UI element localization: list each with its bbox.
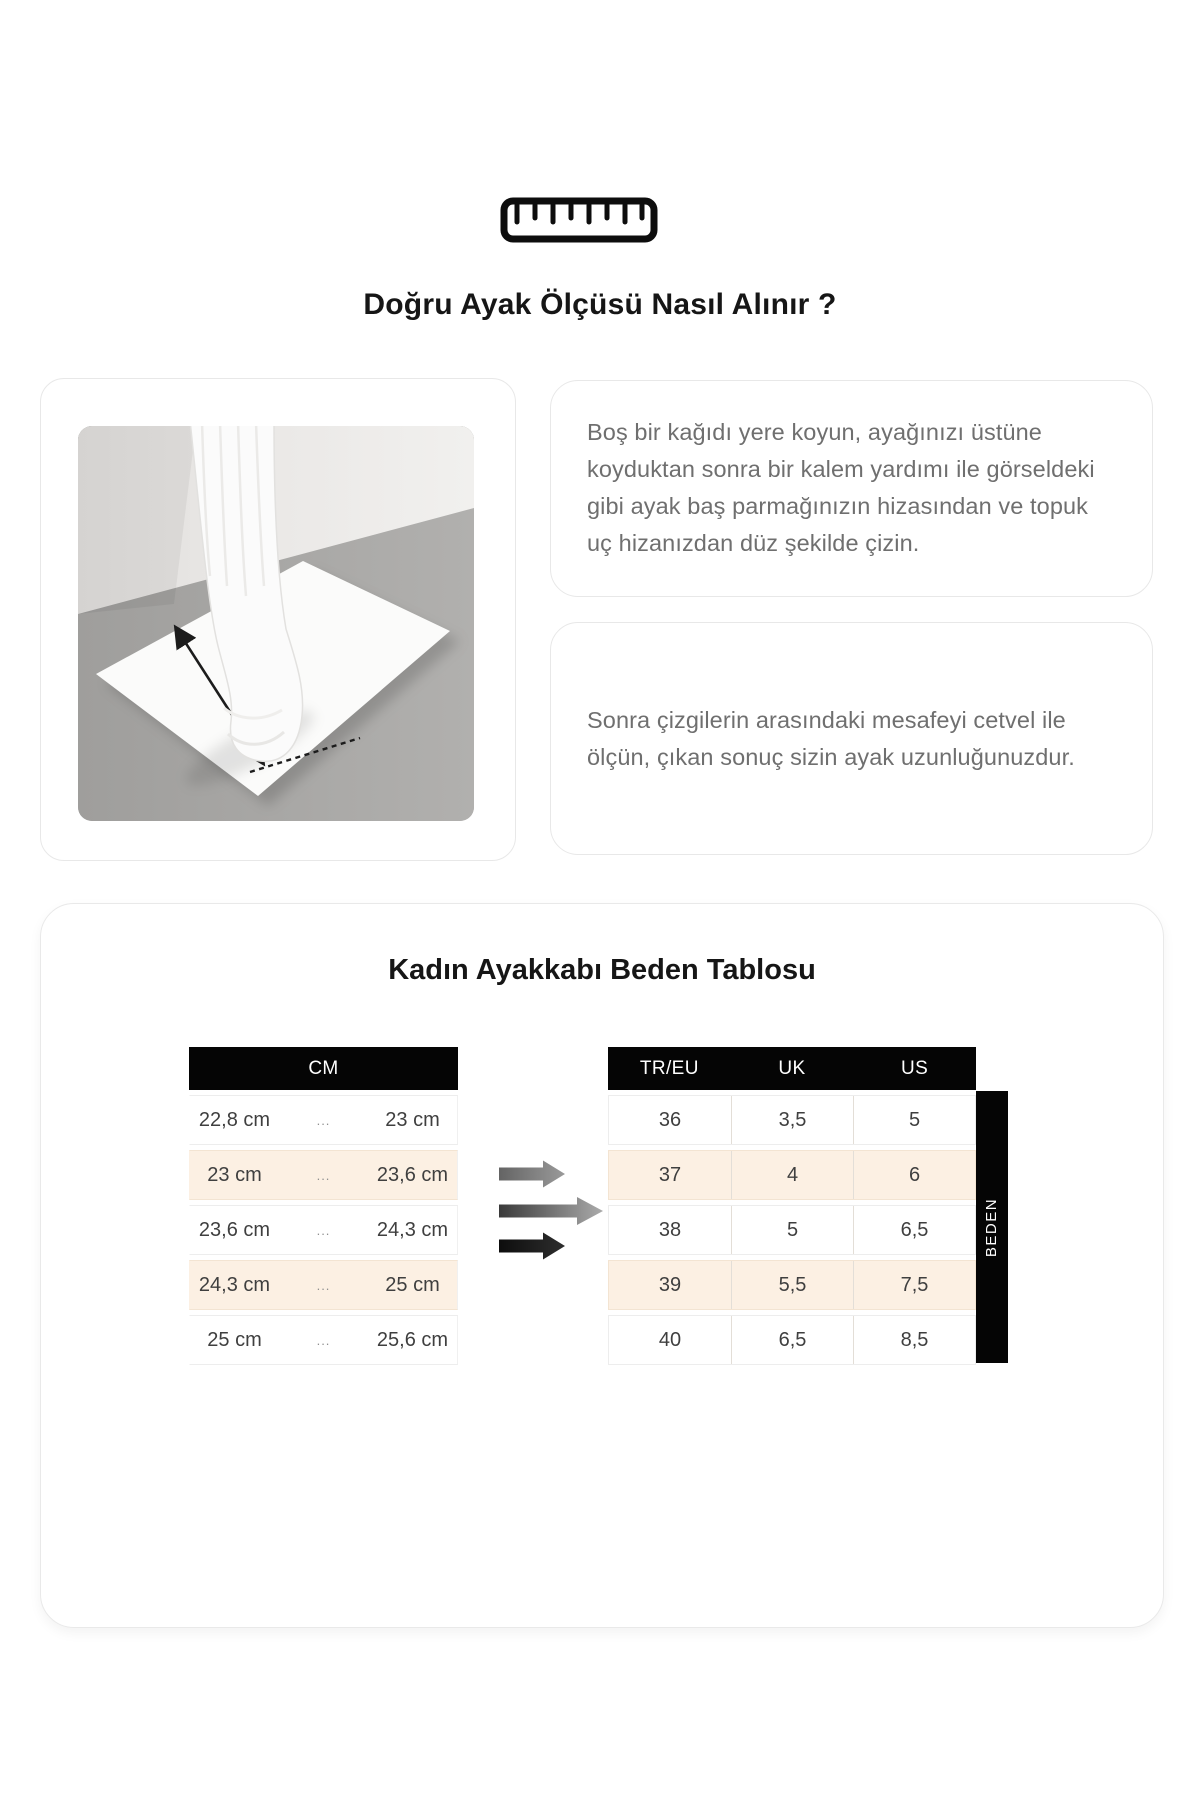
range-dots: ... (316, 1222, 331, 1238)
cm-table-header: CM (189, 1047, 458, 1090)
beden-label-text: BEDEN (983, 1197, 1001, 1257)
col-header-uk: UK (778, 1057, 806, 1079)
conversion-table-row (608, 1260, 976, 1310)
cm-to: 25 cm (385, 1273, 440, 1296)
page-title: Doğru Ayak Ölçüsü Nasıl Alınır ? (363, 288, 837, 321)
size-tr-eu: 36 (658, 1108, 682, 1131)
size-uk: 4 (731, 1151, 853, 1199)
size-tr-eu: 37 (658, 1163, 682, 1186)
size-tr-eu: 38 (658, 1218, 682, 1241)
size-uk: 5,5 (731, 1261, 853, 1309)
size-table-title: Kadın Ayakkabı Beden Tablosu (388, 954, 816, 986)
cm-to: 25,6 cm (376, 1328, 449, 1351)
cm-table (189, 1047, 458, 1365)
size-uk: 3,5 (731, 1096, 853, 1144)
instruction-step1-card (550, 380, 1153, 597)
cm-table-row (189, 1150, 458, 1200)
foot-measure-photo-card (40, 378, 516, 861)
cm-table-row (189, 1315, 458, 1365)
cm-from: 23 cm (207, 1163, 262, 1186)
col-header-tr-eu: TR/EU (639, 1057, 699, 1079)
cm-to: 24,3 cm (376, 1218, 449, 1241)
conversion-table-row (608, 1150, 976, 1200)
ruler-icon (500, 197, 658, 243)
cm-to: 23,6 cm (376, 1163, 449, 1186)
cm-from: 24,3 cm (198, 1273, 271, 1296)
size-us: 5 (853, 1096, 975, 1144)
beden-side-label (976, 1091, 1008, 1363)
size-us: 7,5 (853, 1261, 975, 1309)
foot-on-paper-photo (78, 426, 474, 821)
cm-from: 23,6 cm (198, 1218, 271, 1241)
cm-table-row (189, 1095, 458, 1145)
range-dots: ... (316, 1277, 331, 1293)
cm-table-row (189, 1205, 458, 1255)
size-uk: 5 (731, 1206, 853, 1254)
instruction-step2-text: Sonra çizgilerin arasındaki mesafeyi cetvel ile ölçün, çıkan sonuç sizin ayak uzunluğunuzdur. (587, 706, 1075, 770)
conversion-table-row (608, 1095, 976, 1145)
range-dots: ... (316, 1167, 331, 1183)
size-tr-eu: 40 (658, 1328, 682, 1351)
cm-to: 23 cm (385, 1108, 440, 1131)
size-table-card (40, 903, 1164, 1628)
cm-from: 22,8 cm (198, 1108, 271, 1131)
size-us: 6 (853, 1151, 975, 1199)
instruction-step2-card (550, 622, 1153, 855)
conversion-table-row (608, 1315, 976, 1365)
transfer-arrows-icon (491, 1151, 606, 1266)
size-uk: 6,5 (731, 1316, 853, 1364)
conversion-table-header (608, 1047, 976, 1090)
cm-table-row (189, 1260, 458, 1310)
size-us: 6,5 (853, 1206, 975, 1254)
size-us: 8,5 (853, 1316, 975, 1364)
instruction-step1-text: Boş bir kağıdı yere koyun, ayağınızı üstüne koyduktan sonra bir kalem yardımı ile görseldeki gibi ayak baş parmağınızın hizasından ve topuk uç hizanızdan düz şekilde çizin. (587, 419, 1095, 556)
col-header-us: US (901, 1057, 929, 1079)
range-dots: ... (316, 1332, 331, 1348)
cm-from: 25 cm (207, 1328, 262, 1351)
range-dots: ... (316, 1112, 331, 1128)
conversion-table-row (608, 1205, 976, 1255)
conversion-table (608, 1047, 976, 1365)
size-tr-eu: 39 (658, 1273, 682, 1296)
